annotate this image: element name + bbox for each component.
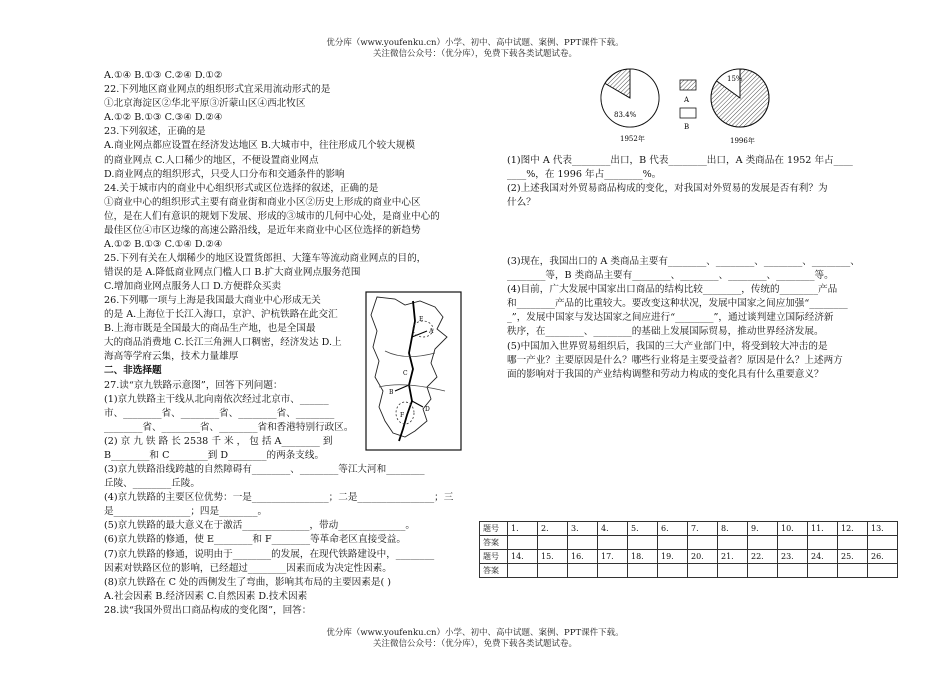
answer-table-cell: 8. bbox=[718, 522, 748, 536]
answer-table-cell: 12. bbox=[838, 522, 868, 536]
q26-stem: 26.下列哪一项与上海是我国最大商业中心形成无关 bbox=[104, 295, 321, 306]
q27-8-stem: (8)京九铁路在 C 处的西侧发生了弯曲，影响其布局的主要因素是( ) bbox=[104, 576, 392, 588]
answer-blank[interactable] bbox=[868, 564, 898, 578]
answer-blank[interactable] bbox=[658, 564, 688, 578]
right-column-q28 bbox=[507, 154, 877, 210]
answer-blank[interactable] bbox=[688, 564, 718, 578]
footer-line-1: 优分库（www.youfenku.cn）小学、初中、高中试题、案例、PPT课件下载。 bbox=[326, 628, 624, 638]
q28-5-line3: 面的影响对于我国的产业结构调整和劳动力构成的变化具有什么重要意义？ bbox=[507, 368, 824, 380]
page-footer bbox=[0, 628, 950, 650]
q28-4-line3: _”，发展中国家与发达国家之间应进行“________”，通过谈判建立国际经济新 bbox=[507, 312, 834, 324]
answer-table-row-q1 bbox=[480, 522, 898, 536]
answer-table-cell: 16. bbox=[568, 550, 598, 564]
q27-7-line1: (7)京九铁路的修通，说明由于________的发展，在现代铁路建设中，________ bbox=[104, 548, 435, 560]
q21-options: A.①④ B.①③ C.②④ D.①② bbox=[104, 70, 223, 81]
q28-stem: 28.读“我国外贸出口商品构成的变化图”，回答： bbox=[104, 604, 312, 616]
q27-7-line2: 因素对铁路区位的影响，已经超过________因素而成为决定性因素。 bbox=[104, 562, 392, 574]
q23-option-c: 的商业网点 C.人口稀少的地区，不便设置商业网点 bbox=[104, 154, 319, 166]
q22-items: ①北京海淀区②华北平原③沂蒙山区④西北牧区 bbox=[104, 98, 306, 110]
q27-2-line1: (2) 京 九 铁 路 长 2538 千 米 ， 包 括 A________ 到 bbox=[104, 435, 333, 447]
left-column-bottom bbox=[104, 463, 469, 618]
pie-1952-year: 1952年 bbox=[620, 135, 645, 143]
q27-1-line2: 市、________省、________省、________省、________ bbox=[104, 407, 335, 419]
q28-3-line2: ________等，B 类商品主要有________、________、________、________等。 bbox=[507, 270, 834, 282]
answer-table-label-q: 题号 bbox=[480, 550, 508, 564]
q24-text-1: ①商业中心的组织形式主要有商业街和商业小区②历史上形成的商业中心区 bbox=[104, 196, 421, 208]
q23-option-ab: A.商业网点都应设置在经济发达地区 B.大城市中，往往形成几个较大规模 bbox=[104, 140, 415, 152]
q27-3-line2: 丘陵、________丘陵。 bbox=[104, 478, 200, 490]
answer-table-cell: 22. bbox=[748, 550, 778, 564]
answer-blank[interactable] bbox=[508, 564, 538, 578]
q28-3-line1: (3)现在，我国出口的 A 类商品主要有________、________、________、________、 bbox=[507, 256, 860, 267]
answer-blank[interactable] bbox=[778, 564, 808, 578]
answer-table-label-q: 题号 bbox=[480, 522, 508, 536]
q22-stem: 22.下列地区商业网点的组织形式宜采用流动形式的是 bbox=[104, 84, 331, 96]
q28-5-line2: 哪一产业？主要原因是什么？哪些行业将是主要受益者？原因是什么？上述两方 bbox=[507, 354, 843, 366]
answer-table-cell: 6. bbox=[658, 522, 688, 536]
legend-b-swatch bbox=[680, 108, 696, 118]
answer-blank[interactable] bbox=[598, 564, 628, 578]
page-header bbox=[0, 38, 950, 60]
pie-1996 bbox=[711, 69, 769, 145]
q22-options: A.①② B.①③ C.③④ D.②④ bbox=[104, 112, 223, 124]
q28-5-line1: (5)中国加入世界贸易组织后，我国的三大产业部门中，将受到较大冲击的是 bbox=[507, 340, 828, 352]
answer-table-cell: 24. bbox=[808, 550, 838, 564]
answer-table bbox=[479, 521, 898, 578]
answer-table-cell: 21. bbox=[718, 550, 748, 564]
map-label-b: B bbox=[389, 389, 394, 396]
q25-stem: 25.下列有关在人烟稀少的地区设置货郎担、大篷车等流动商业网点的目的， bbox=[104, 253, 427, 265]
header-line-1: 优分库（www.youfenku.cn）小学、初中、高中试题、案例、PPT课件下载。 bbox=[326, 38, 624, 48]
answer-blank[interactable] bbox=[718, 536, 748, 550]
answer-blank[interactable] bbox=[838, 536, 868, 550]
q28-4-line2: 和________产品的比重较大。要改变这种状况，发展中国家之间应加强“________ bbox=[507, 298, 848, 310]
q28-1-line2: ____%，在 1996 年占________%。 bbox=[507, 169, 662, 181]
q23-option-d: D.商业网点的组织形式，只受人口分布和交通条件的影响 bbox=[104, 168, 345, 180]
q27-4-line2: 是________________；四是________。 bbox=[104, 506, 268, 518]
answer-blank[interactable] bbox=[538, 536, 568, 550]
q26-option-bc: 大的商品消费地 C.长江三角洲人口稠密，经济发达 D.上 bbox=[104, 337, 342, 349]
answer-blank[interactable] bbox=[568, 536, 598, 550]
province-outline bbox=[371, 297, 447, 437]
left-column-top bbox=[104, 69, 469, 295]
q23-stem: 23.下列叙述，正确的是 bbox=[104, 126, 206, 138]
answer-blank[interactable] bbox=[748, 536, 778, 550]
answer-blank[interactable] bbox=[568, 564, 598, 578]
answer-table-cell: 18. bbox=[628, 550, 658, 564]
q26-option-d: 海高等学府云集，技术力量雄厚 bbox=[104, 351, 239, 363]
answer-table-cell: 9. bbox=[748, 522, 778, 536]
answer-blank[interactable] bbox=[838, 564, 868, 578]
header-line-2: 关注微信公众号：（优分库），免费下载各类试题试卷。 bbox=[372, 49, 577, 59]
jingjiu-railway-map bbox=[365, 291, 462, 451]
q27-1-line1: (1)京九铁路主干线从北向南依次经过北京市、______ bbox=[104, 393, 329, 405]
answer-blank[interactable] bbox=[718, 564, 748, 578]
answer-table-cell: 2. bbox=[538, 522, 568, 536]
answer-blank[interactable] bbox=[598, 536, 628, 550]
answer-blank[interactable] bbox=[658, 536, 688, 550]
answer-table-cell: 4. bbox=[598, 522, 628, 536]
answer-table-cell: 13. bbox=[868, 522, 898, 536]
answer-table-cell: 26. bbox=[868, 550, 898, 564]
answer-table-label-a: 答案 bbox=[480, 536, 508, 550]
q27-2-line2: B________和 C________到 D________的两条支线。 bbox=[104, 450, 325, 462]
q27-1-line3: ________省、________省、________省和香港特别行政区。 bbox=[104, 421, 354, 433]
q25-options-ab: 错误的是 A.降低商业网点门槛人口 B.扩大商业网点服务范围 bbox=[104, 267, 361, 279]
answer-table-row-q2 bbox=[480, 550, 898, 564]
chart-legend bbox=[680, 80, 696, 131]
answer-table-cell: 17. bbox=[598, 550, 628, 564]
answer-blank[interactable] bbox=[748, 564, 778, 578]
q27-8-options: A.社会因素 B.经济因素 C.自然因素 D.技术因素 bbox=[104, 590, 308, 602]
q27-stem: 27.读“京九铁路示意图”，回答下列问题： bbox=[104, 379, 283, 391]
pie-1952 bbox=[601, 69, 659, 143]
answer-table-cell: 7. bbox=[688, 522, 718, 536]
answer-table-cell: 19. bbox=[658, 550, 688, 564]
export-composition-pies bbox=[600, 62, 780, 148]
answer-blank[interactable] bbox=[538, 564, 568, 578]
right-column-q28-cont bbox=[507, 255, 877, 382]
q25-options-cd: C.增加商业网点服务人口 D.方便群众买卖 bbox=[104, 281, 281, 293]
pie-1996-year: 1996年 bbox=[730, 137, 755, 145]
q28-2-line1: (2)上述我国对外贸易商品构成的变化，对我国对外贸易的发展是否有利？为 bbox=[507, 183, 828, 195]
map-label-f: F bbox=[400, 412, 405, 419]
pie-1952-label: 83.4% bbox=[614, 111, 637, 119]
answer-table-cell: 5. bbox=[628, 522, 658, 536]
left-column-mid bbox=[104, 294, 364, 463]
q28-1-line1: (1)图中 A 代表________出口，B 代表________出口，A 类商品在 1952 年占____ bbox=[507, 155, 853, 166]
map-frame bbox=[366, 292, 461, 450]
answer-blank[interactable] bbox=[628, 564, 658, 578]
map-label-d: D bbox=[425, 406, 430, 413]
q28-4-line1: (4)目前，广大发展中国家出口商品的结构比较________，传统的________产品 bbox=[507, 284, 838, 296]
answer-table-cell: 15. bbox=[538, 550, 568, 564]
section-title-nonchoice: 二、非选择题 bbox=[104, 365, 162, 377]
answer-blank[interactable] bbox=[628, 536, 658, 550]
answer-table-cell: 20. bbox=[688, 550, 718, 564]
answer-table-cell: 1. bbox=[508, 522, 538, 536]
q24-options: A.①② B.①③ C.①④ D.②④ bbox=[104, 239, 223, 251]
q26-option-a: 的是 A.上海位于长江入海口，京沪、沪杭铁路在此交汇 bbox=[104, 309, 338, 321]
answer-blank[interactable] bbox=[868, 536, 898, 550]
map-label-a: A bbox=[429, 328, 434, 335]
answer-table-cell: 25. bbox=[838, 550, 868, 564]
answer-blank[interactable] bbox=[808, 536, 838, 550]
q26-option-b: B.上海市既是全国最大的商品生产地，也是全国最 bbox=[104, 323, 316, 335]
q27-6: (6)京九铁路的修通，使 E________和 F________等革命老区直接受益。 bbox=[104, 534, 406, 546]
answer-table-cell: 23. bbox=[778, 550, 808, 564]
answer-blank[interactable] bbox=[688, 536, 718, 550]
map-label-c: C bbox=[403, 370, 408, 377]
q28-4-line4: 秩序，在________、________的基础上发展国际贸易，推动世界经济发展。 bbox=[507, 326, 824, 338]
answer-table-cell: 10. bbox=[778, 522, 808, 536]
answer-blank[interactable] bbox=[778, 536, 808, 550]
legend-a-swatch bbox=[680, 80, 696, 90]
answer-table-row-a1 bbox=[480, 536, 898, 550]
q24-text-3: 最佳区位④市区边缘的高速公路沿线，是近年来商业中心区位选择的新趋势 bbox=[104, 225, 421, 237]
pie-1996-label: 15% bbox=[727, 75, 743, 83]
legend-b-label: B bbox=[684, 123, 690, 131]
answer-table-row-a2 bbox=[480, 564, 898, 578]
q24-text-2: 位，是在人们有意识的规划下发展、形成的③城市的几何中心处，是商业中心的 bbox=[104, 210, 440, 222]
answer-table-label-a: 答案 bbox=[480, 564, 508, 578]
answer-table-cell: 14. bbox=[508, 550, 538, 564]
q27-3-line1: (3)京九铁路沿线跨越的自然障碍有________、________等江大河和________ bbox=[104, 464, 425, 475]
answer-table-cell: 11. bbox=[808, 522, 838, 536]
q27-5: (5)京九铁路的最大意义在于激活______________，带动______________。 bbox=[104, 520, 415, 532]
answer-table-cell: 3. bbox=[568, 522, 598, 536]
answer-blank[interactable] bbox=[808, 564, 838, 578]
legend-a-label: A bbox=[684, 96, 690, 104]
footer-line-2: 关注微信公众号：（优分库），免费下载各类试题试卷。 bbox=[372, 639, 577, 649]
q28-2-line2: 什么？ bbox=[507, 197, 536, 209]
q27-4-line1: (4)京九铁路的主要区位优势：一是________________；二是________________；三 bbox=[104, 492, 454, 504]
answer-blank[interactable] bbox=[508, 536, 538, 550]
map-label-e: E bbox=[419, 316, 424, 323]
q24-stem: 24.关于城市内的商业中心组织形式或区位选择的叙述，正确的是 bbox=[104, 182, 379, 194]
